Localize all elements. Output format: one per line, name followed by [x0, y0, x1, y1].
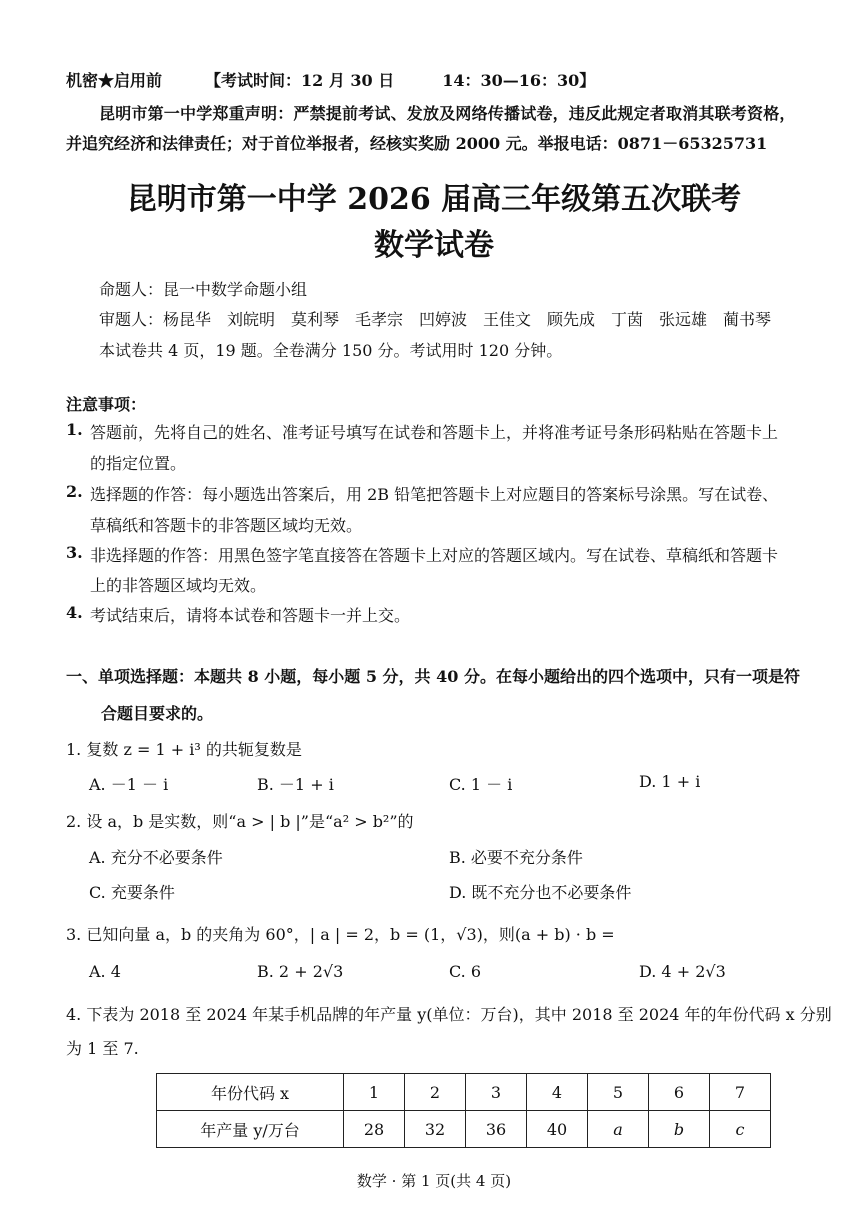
table-cell: 32: [405, 1111, 466, 1148]
table-cell: b: [649, 1111, 710, 1148]
table-cell: 4: [527, 1074, 588, 1111]
table-cell: 2: [405, 1074, 466, 1111]
question-1-option-a: A. －1 － i: [89, 775, 169, 794]
question-2-option-b: B. 必要不充分条件: [449, 848, 583, 867]
notice-item-3-line-1: 非选择题的作答：用黑色签字笔直接答在答题卡上对应的答题区域内。写在试卷、草稿纸和答题卡: [90, 546, 779, 565]
statement-line-1: 昆明市第一中学郑重声明：严禁提前考试、发放及网络传播试卷，违反此规定者取消其联考资格，: [99, 104, 796, 123]
exam-info-line: 本试卷共 4 页，19 题。全卷满分 150 分。考试用时 120 分钟。: [99, 341, 563, 360]
confidential-mark: 机密★启用前: [66, 71, 163, 90]
notice-item-num: 1.: [66, 420, 83, 439]
notice-item-num: 2.: [66, 482, 83, 501]
notice-heading: 注意事项：: [66, 395, 147, 414]
question-3-stem: 3. 已知向量 a，b 的夹角为 60°，| a | = 2，b = (1，√3)，则(a + b) · b =: [66, 925, 615, 944]
question-2-stem: 2. 设 a，b 是实数，则“a > | b |”是“a² > b²”的: [66, 812, 414, 831]
section-1-heading: 一、单项选择题：本题共 8 小题，每小题 5 分，共 40 分。在每小题给出的四个选项中，只有一项是符: [66, 667, 800, 686]
table-cell: 3: [466, 1074, 527, 1111]
question-1-option-d: D. 1 + i: [639, 772, 701, 791]
table-row: [157, 1074, 771, 1111]
question-1-option-b: B. －1 + i: [257, 775, 334, 794]
notice-item-2-line-1: 选择题的作答：每小题选出答案后，用 2B 铅笔把答题卡上对应题目的答案标号涂黑。写在试卷、: [90, 485, 779, 504]
table-row-header: 年产量 y/万台: [157, 1111, 344, 1148]
table-row-header: 年份代码 x: [157, 1074, 344, 1111]
production-table: [156, 1073, 771, 1148]
author-line: 命题人：昆一中数学命题小组: [99, 280, 308, 299]
question-2-option-d: D. 既不充分也不必要条件: [449, 883, 632, 902]
question-4-stem-line-1: 4. 下表为 2018 至 2024 年某手机品牌的年产量 y(单位：万台)，其中 2018 至 2024 年的年份代码 x 分别: [66, 1005, 832, 1024]
exam-subtitle: 数学试卷: [374, 228, 494, 263]
exam-time: 【考试时间：12 月 30 日 14：30—16：30】: [205, 71, 596, 90]
question-2-option-c: C. 充要条件: [89, 883, 175, 902]
table-cell: c: [710, 1111, 771, 1148]
notice-item-1-line-2: 的指定位置。: [90, 454, 187, 473]
reviewers-line: 审题人：杨昆华 刘皖明 莫利琴 毛孝宗 凹婷波 王佳文 顾先成 丁茵 张远雄 蔺书琴: [99, 310, 772, 329]
question-1-stem: 1. 复数 z = 1 + i³ 的共轭复数是: [66, 740, 302, 759]
table-cell: 36: [466, 1111, 527, 1148]
table-cell: 6: [649, 1074, 710, 1111]
notice-item-4-line-1: 考试结束后，请将本试卷和答题卡一并上交。: [90, 606, 411, 625]
table-row: [157, 1111, 771, 1148]
question-4-stem-line-2: 为 1 至 7.: [66, 1039, 139, 1058]
question-3-option-a: A. 4: [89, 962, 121, 981]
notice-item-num: 4.: [66, 603, 83, 622]
question-3-option-c: C. 6: [449, 962, 482, 981]
question-3-option-d: D. 4 + 2√3: [639, 962, 726, 981]
statement-line-2: 并追究经济和法律责任；对于首位举报者，经核实奖励 2000 元。举报电话：0871－65325731: [66, 134, 768, 153]
table-cell: 28: [344, 1111, 405, 1148]
question-2-option-a: A. 充分不必要条件: [89, 848, 223, 867]
notice-item-num: 3.: [66, 543, 83, 562]
page-footer: 数学 · 第 1 页(共 4 页): [356, 1172, 512, 1190]
table-cell: 5: [588, 1074, 649, 1111]
section-1-heading-cont: 合题目要求的。: [101, 704, 214, 723]
question-3-option-b: B. 2 + 2√3: [257, 962, 344, 981]
table-cell: a: [588, 1111, 649, 1148]
table-cell: 1: [344, 1074, 405, 1111]
table-cell: 40: [527, 1111, 588, 1148]
notice-item-2-line-2: 草稿纸和答题卡的非答题区域均无效。: [90, 516, 363, 535]
notice-item-3-line-2: 上的非答题区域均无效。: [90, 576, 267, 595]
notice-item-1-line-1: 答题前，先将自己的姓名、准考证号填写在试卷和答题卡上，并将准考证号条形码粘贴在答题卡上: [90, 423, 779, 442]
exam-title: 昆明市第一中学 2026 届高三年级第五次联考: [126, 182, 742, 217]
question-1-option-c: C. 1 － i: [449, 775, 513, 794]
table-cell: 7: [710, 1074, 771, 1111]
